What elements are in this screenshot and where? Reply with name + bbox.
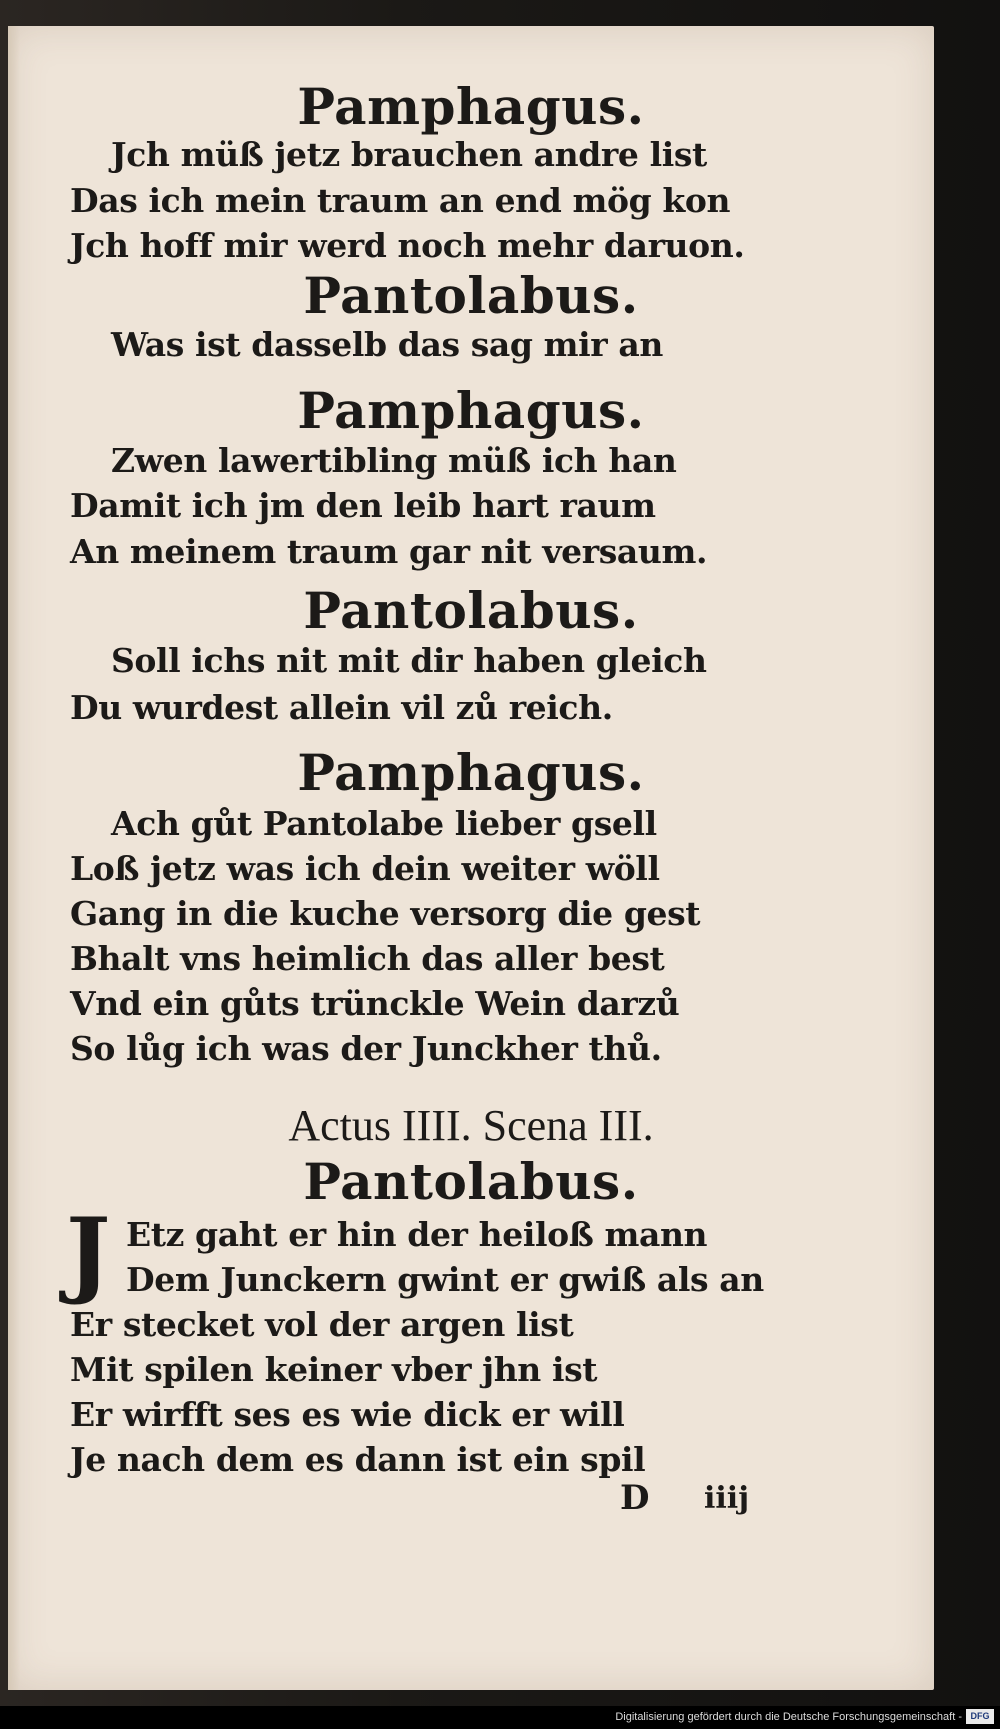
verse-line: Soll ichs nit mit dir haben gleich [111, 641, 707, 680]
verse-line: Er wirfft ses es wie dick er will [70, 1395, 625, 1434]
verse-line: Dem Junckern gwint er gwiß als an [126, 1260, 764, 1299]
scene-heading: Actus IIII. Scena III. [288, 1101, 654, 1150]
verse-line: Du wurdest allein vil zů reich. [70, 688, 613, 727]
verse-line: Bhalt vns heimlich das aller best [70, 939, 665, 978]
speaker-heading: Pamphagus. [297, 381, 645, 440]
drop-cap-initial: J [66, 1198, 111, 1308]
verse-line: Je nach dem es dann ist ein spil [70, 1440, 646, 1479]
verse-line: Ach gůt Pantolabe lieber gsell [111, 804, 657, 843]
book-page [8, 26, 934, 1690]
verse-line: Jch müß jetz brauchen andre list [111, 135, 707, 174]
funding-credit: Digitalisierung gefördert durch die Deutsche Forschungsgemeinschaft - [615, 1711, 962, 1723]
verse-line: Jch hoff mir werd noch mehr daruon. [70, 226, 745, 265]
verse-line: Vnd ein gůts trünckle Wein darzů [70, 984, 680, 1023]
signature-mark-number: iiij [704, 1481, 750, 1516]
page-text [8, 26, 934, 1690]
speaker-heading: Pantolabus. [303, 266, 639, 325]
dfg-logo: DFG [966, 1709, 994, 1724]
speaker-heading: Pantolabus. [303, 1152, 639, 1211]
verse-line: Zwen lawertibling müß ich han [111, 441, 677, 480]
verse-line: So lůg ich was der Junckher thů. [70, 1029, 662, 1068]
verse-line: Was ist dasselb das sag mir an [111, 325, 663, 364]
verse-line: Er stecket vol der argen list [70, 1305, 574, 1344]
verse-line: Mit spilen keiner vber jhn ist [70, 1350, 598, 1389]
speaker-heading: Pantolabus. [303, 581, 639, 640]
signature-mark-letter: D [620, 1478, 650, 1518]
speaker-heading: Pamphagus. [297, 77, 645, 136]
verse-line: Das ich mein traum an end mög kon [70, 181, 731, 220]
verse-line: Etz gaht er hin der heiloß mann [126, 1215, 708, 1254]
verse-line: Gang in die kuche versorg die gest [70, 894, 701, 933]
speaker-heading: Pamphagus. [297, 743, 645, 802]
verse-line: An meinem traum gar nit versaum. [70, 532, 708, 571]
verse-line: Damit ich jm den leib hart raum [70, 486, 656, 525]
verse-line: Loß jetz was ich dein weiter wöll [70, 849, 660, 888]
